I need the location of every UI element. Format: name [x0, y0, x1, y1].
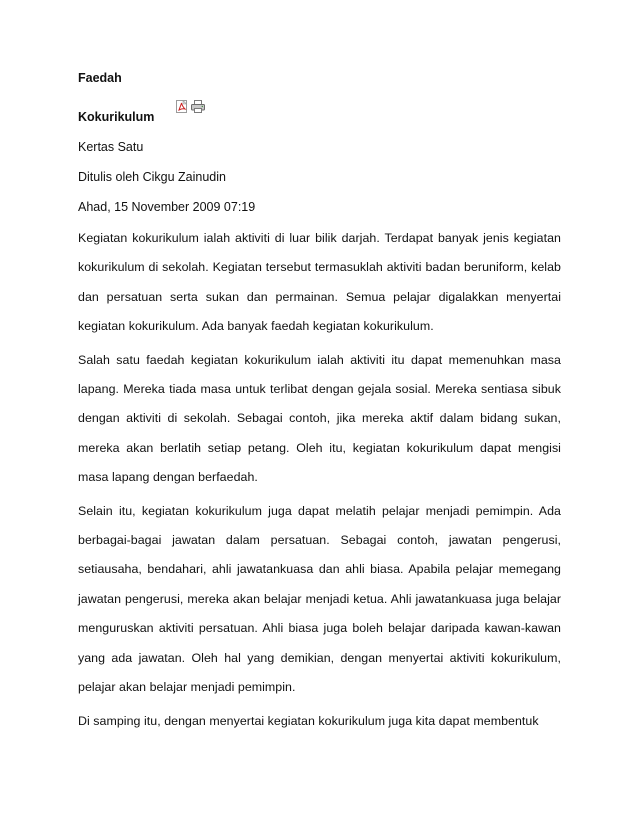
print-icon[interactable] [191, 100, 205, 113]
article-body [78, 224, 561, 740]
article-author: Ditulis oleh Cikgu Zainudin [78, 170, 226, 184]
paragraph: Salah satu faedah kegiatan kokurikulum ialah aktiviti itu dapat memenuhkan masa lapang. Mereka tiada masa untuk terlibat dengan gejala sosial. Mereka sentiasa sibuk dengan aktiviti di sekolah. Sebagai contoh, jika mereka aktif dalam bidang sukan, mereka akan berlatih setiap petang. Oleh itu, kegiatan kokurikulum dapat mengisi masa lapang dengan berfaedah. [78, 352, 561, 485]
article-category: Kertas Satu [78, 140, 144, 154]
article-title-line-1: Faedah [78, 71, 122, 85]
paragraph: Kegiatan kokurikulum ialah aktiviti di luar bilik darjah. Terdapat banyak jenis kegiatan kokurikulum di sekolah. Kegiatan tersebut termasuklah aktiviti badan beruniform, kelab dan persatuan serta sukan dan permainan. Semua pelajar digalakkan menyertai kegiatan kokurikulum. Ada banyak faedah kegiatan kokurikulum. [78, 231, 561, 334]
article-date: Ahad, 15 November 2009 07:19 [78, 200, 256, 214]
article-title-line-2: Kokurikulum [78, 110, 155, 124]
pdf-icon[interactable] [176, 100, 188, 113]
paragraph: Selain itu, kegiatan kokurikulum juga dapat melatih pelajar menjadi pemimpin. Ada berbagai-bagai jawatan dalam persatuan. Sebagai contoh, jawatan pengerusi, setiausaha, bendahari, ahli jawatankuasa dan ahli biasa. Apabila pelajar memegang jawatan pengerusi, mereka akan belajar menjadi ketua. Ahli jawatankuasa juga belajar menguruskan aktiviti persatuan. Ahli biasa juga boleh belajar daripada kawan-kawan yang ada jawatan. Oleh hal yang demikian, dengan menyertai aktiviti kokurikulum, pelajar akan belajar menjadi pemimpin. [78, 503, 561, 695]
paragraph: Di samping itu, dengan menyertai kegiatan kokurikulum juga kita dapat membentuk [78, 713, 539, 728]
article-actions [176, 100, 205, 113]
